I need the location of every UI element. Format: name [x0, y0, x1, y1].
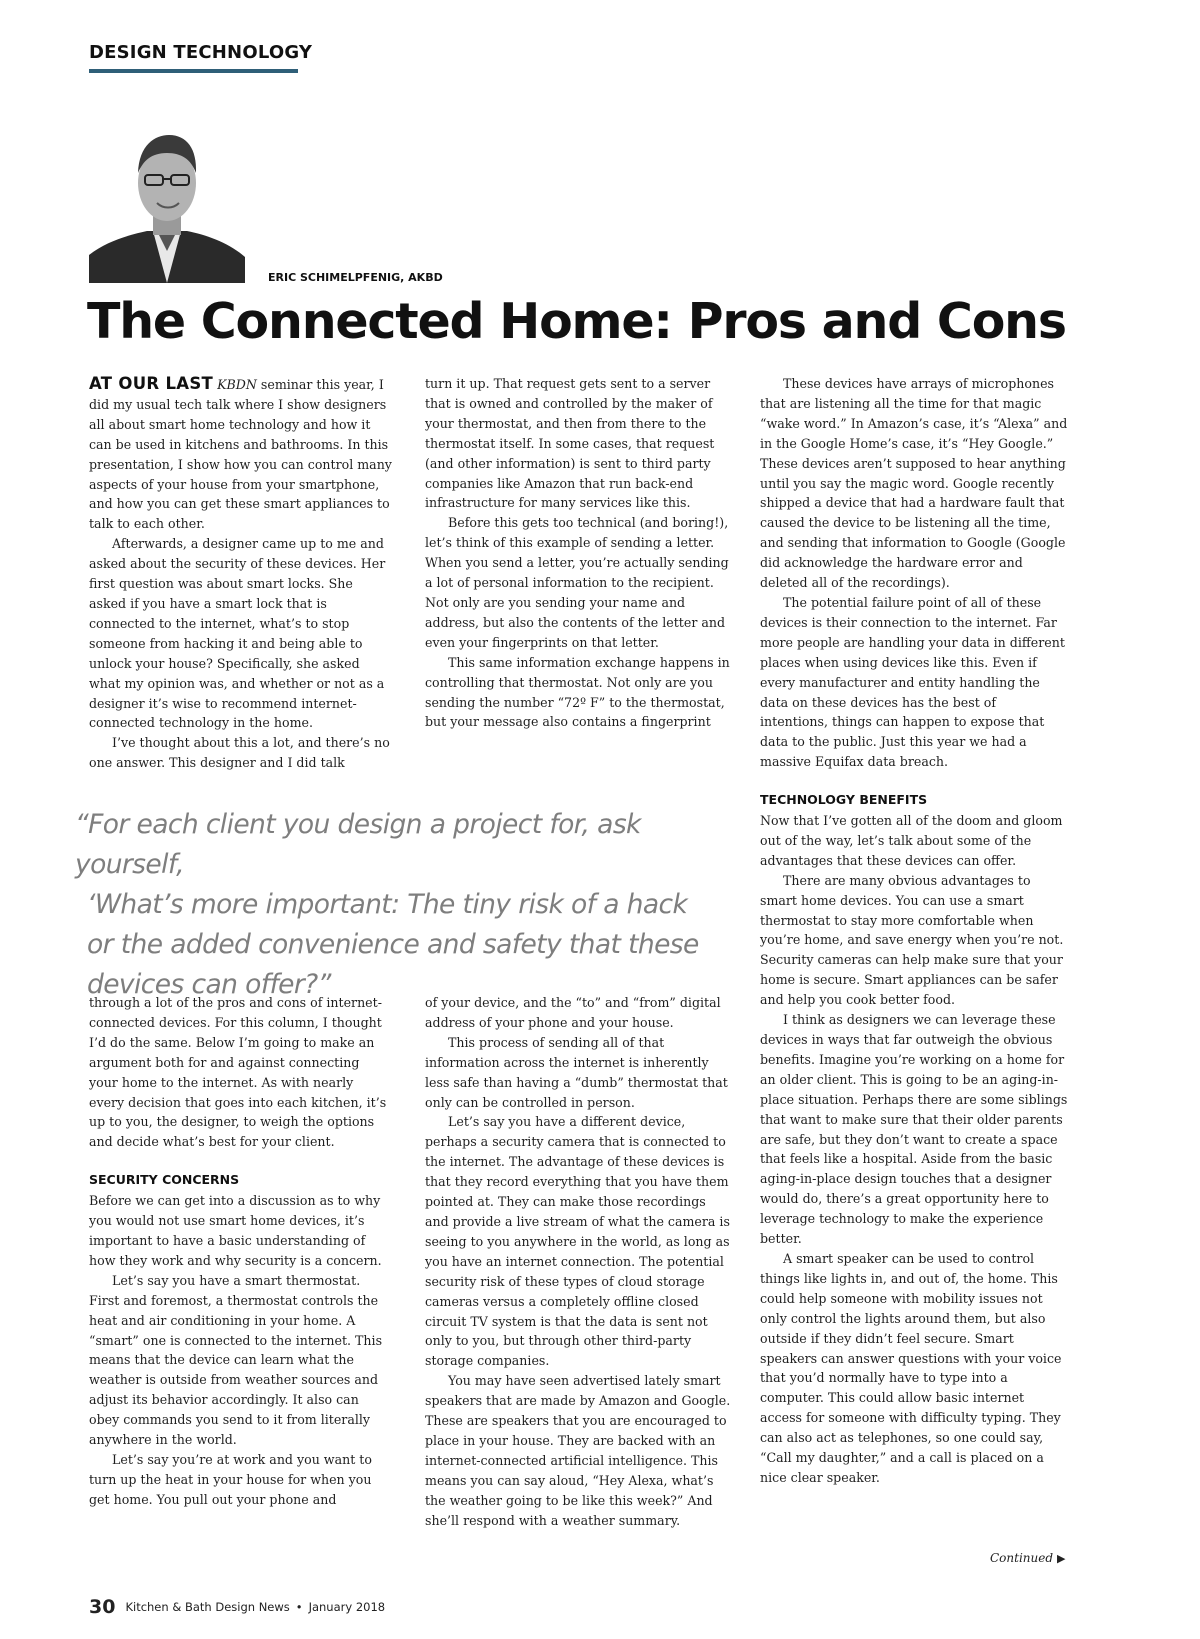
headline: The Connected Home: Pros and Cons	[87, 293, 1066, 350]
subheading-technology-benefits: TECHNOLOGY BENEFITS	[760, 792, 928, 808]
paragraph: of your device, and the “to” and “from” digital address of your phone and your house.	[425, 995, 721, 1030]
paragraph: Before we can get into a discussion as to why you would not use smart home devices, it’s important to have a basic understanding of how they work and why security is a concern.	[89, 1193, 382, 1268]
pull-quote-line: devices can offer?”	[87, 969, 331, 1000]
paragraph: A smart speaker can be used to control things like lights in, and out of, the home. This could help someone with mobility issues not only control the lights around them, but also outside if they didn’t feel secure. Smart speakers can answer questions with your voice that you’d normally have to type into a computer. This could allow basic internet access for someone with difficulty typing. They can also act as telephones, so one could say, “Call my daughter,” and a call is placed on a nice clear speaker.	[760, 1250, 1062, 1485]
paragraph: Let’s say you have a different device, perhaps a security camera that is connected to the internet. The advantage of these devices is that they record everything that you have them pointed at. They can make those recordings and provide a live stream of what the camera is seeing to you anywhere in the world, as long as you have an internet connection. The potential security risk of these types of cloud storage cameras versus a completely offline closed circuit TV system is that the data is sent not only to you, but through other third-party storage companies.	[425, 1114, 730, 1369]
column-3	[760, 374, 1068, 1488]
column-1-top	[89, 374, 392, 773]
continued-link[interactable]	[990, 1551, 1066, 1565]
column-2-top	[425, 374, 731, 732]
lead-paragraph	[89, 374, 392, 534]
paragraph: I’ve thought about this a lot, and there’s no one answer. This designer and I did talk	[89, 735, 390, 771]
footer-publication: Kitchen & Bath Design News	[125, 1600, 290, 1614]
author-photo	[89, 123, 245, 283]
lead-in: AT OUR LAST	[89, 374, 214, 393]
column-2-bottom	[425, 993, 731, 1530]
paragraph: There are many obvious advantages to smart home devices. You can use a smart thermostat to stay more comfortable when you’re home, and save energy when you’re not. Security cameras can help make sure that your home is secure. Smart appliances can be safer and help you cook better food.	[760, 872, 1064, 1008]
paragraph: This same information exchange happens in controlling that thermostat. Not only are you sending the number “72º F” to the thermostat, but your message also contains a fingerprint	[425, 654, 730, 730]
paragraph: Before this gets too technical (and boring!), let’s think of this example of sending a letter. When you send a letter, you’re actually sending a lot of personal information to the recipient. Not only are you sending your name and address, but also the contents of the letter and even your fingerprints on that letter.	[425, 515, 729, 650]
column-1-bottom	[89, 993, 392, 1510]
pull-quote-line: or the added convenience and safety that these	[87, 929, 699, 960]
footer-date: January 2018	[308, 1600, 386, 1614]
paragraph: Let’s say you’re at work and you want to turn up the heat in your house for when you get home. You pull out your phone and	[89, 1451, 372, 1507]
subheading-security-concerns: SECURITY CONCERNS	[89, 1172, 240, 1188]
lead-text: seminar this year, I did my usual tech talk where I show designers all about smart home technology and how it can be used in kitchens and bathrooms. In this presentation, I show how you can control many aspects of your house from your smartphone, and how you can get these smart appliances to talk to each other.	[89, 377, 392, 532]
paragraph: Now that I’ve gotten all of the doom and gloom out of the way, let’s talk about some of the advantages that these devices can offer.	[760, 813, 1063, 868]
paragraph: You may have seen advertised lately smart speakers that are made by Amazon and Google. These are speakers that you are encouraged to place in your house. They are backed with an internet-connected artificial intelligence. This means you can say aloud, “Hey Alexa, what’s the weather going to be like this week?” And she’ll respond with a weather summary.	[425, 1373, 731, 1528]
continued-label: Continued	[990, 1551, 1054, 1565]
paragraph: The potential failure point of all of these devices is their connection to the internet. Far more people are handling your data in different places when using devices like this. Even if every manufacturer and entity handling the data on these devices has the best of intentions, things can happen to expose that data to the public. Just this year we had a massive Equifax data breach.	[760, 594, 1065, 770]
section-rule	[89, 69, 298, 73]
byline: ERIC SCHIMELPFENIG, AKBD	[268, 271, 443, 284]
paragraph: Let’s say you have a smart thermostat. First and foremost, a thermostat controls the heat and air conditioning in your home. A “smart” one is connected to the internet. This means that the device can learn what the weather is outside from weather sources and adjust its behavior accordingly. It also can obey commands you send to it from literally anywhere in the world.	[89, 1272, 383, 1448]
page-footer	[89, 1596, 385, 1618]
paragraph: I think as designers we can leverage these devices in ways that far outweigh the obvious benefits. Imagine you’re working on a home for an older client. This is going to be an aging-in-place situation. Perhaps there are some siblings that want to make sure that their older parents are safe, but they don’t want to create a space that feels like a hospital. Aside from the basic aging-in-place design touches that a designer would do, there’s a great opportunity here to leverage technology to make the experience better.	[760, 1012, 1068, 1247]
pull-quote-line: ‘What’s more important: The tiny risk of a hack	[87, 889, 688, 920]
section-label: DESIGN TECHNOLOGY	[89, 42, 313, 63]
publication-name: KBDN	[217, 377, 257, 392]
right-arrow-icon: ▶	[1057, 1552, 1066, 1565]
footer-separator: •	[295, 1600, 303, 1614]
paragraph: These devices have arrays of microphones that are listening all the time for that magic “wake word.” In Amazon’s case, it’s “Alexa” and in the Google Home’s case, it’s “Hey Google.” These devices aren’t supposed to hear anything until you say the magic word. Google recently shipped a device that had a hardware fault that caused the device to be listening all the time, and sending that information to Google (Google did acknowledge the hardware error and deleted all of the recordings).	[760, 376, 1068, 591]
page-number: 30	[89, 1596, 116, 1618]
paragraph: turn it up. That request gets sent to a server that is owned and controlled by the maker of your thermostat, and then from there to the thermostat itself. In some cases, that request (and other information) is sent to third party companies like Amazon that run back-end infrastructure for many services like this.	[425, 376, 715, 511]
pull-quote	[75, 805, 735, 1005]
paragraph: This process of sending all of that information across the internet is inherently less safe than having a “dumb” thermostat that only can be controlled in person.	[425, 1034, 728, 1110]
pull-quote-line: “For each client you design a project for, ask yourself,	[75, 809, 641, 880]
paragraph: through a lot of the pros and cons of internet-connected devices. For this column, I thought I’d do the same. Below I’m going to make an argument both for and against connecting your home to the internet. As with nearly every decision that goes into each kitchen, it’s up to you, the designer, to weigh the options and decide what’s best for your client.	[89, 995, 387, 1150]
paragraph: Afterwards, a designer came up to me and asked about the security of these devices. Her first question was about smart locks. She asked if you have a smart lock that is connected to the internet, what’s to stop someone from hacking it and being able to unlock your house? Specifically, she asked what my opinion was, and whether or not as a designer it’s wise to recommend internet-connected technology in the home.	[89, 536, 386, 731]
